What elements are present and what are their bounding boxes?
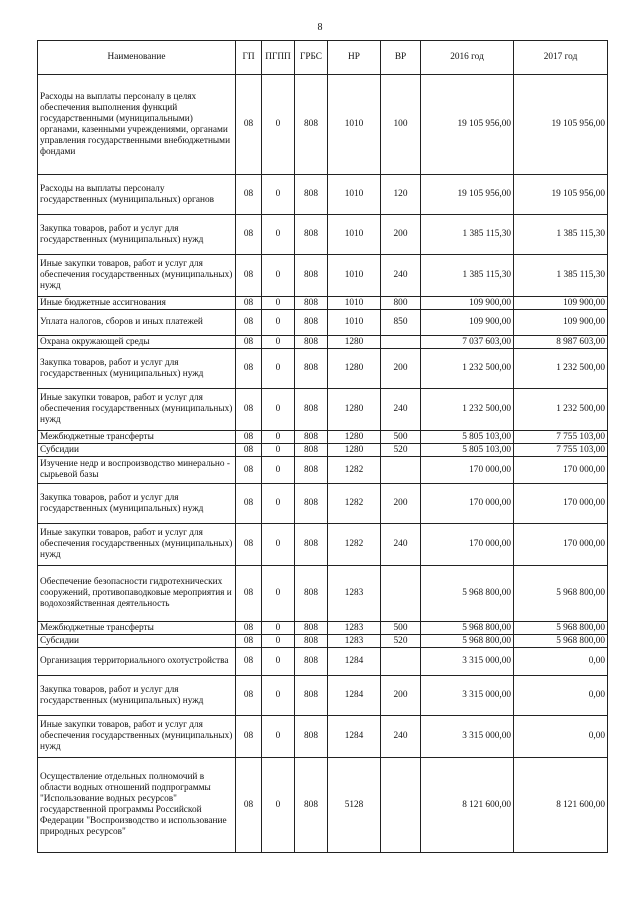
cell-grbs: 808 <box>295 648 328 676</box>
cell-np: 1010 <box>328 75 381 175</box>
cell-name: Обеспечение безопасности гидротехнических сооружений, противопаводковые мероприятия и водохозяйственная деятельность <box>38 566 236 622</box>
cell-grbs: 808 <box>295 566 328 622</box>
cell-gp: 08 <box>236 635 262 648</box>
cell-y2017: 170 000,00 <box>514 484 608 524</box>
cell-grbs: 808 <box>295 457 328 484</box>
cell-name: Закупка товаров, работ и услуг для государственных (муниципальных) нужд <box>38 215 236 255</box>
cell-pgp: 0 <box>262 524 295 566</box>
cell-y2016: 1 385 115,30 <box>421 255 514 297</box>
cell-np: 1010 <box>328 297 381 310</box>
cell-pgp: 0 <box>262 349 295 389</box>
cell-y2016: 1 232 500,00 <box>421 349 514 389</box>
cell-np: 1283 <box>328 622 381 635</box>
cell-y2017: 170 000,00 <box>514 457 608 484</box>
cell-name: Межбюджетные трансферты <box>38 431 236 444</box>
cell-y2016: 8 121 600,00 <box>421 758 514 853</box>
cell-y2017: 109 900,00 <box>514 310 608 336</box>
cell-y2016: 109 900,00 <box>421 297 514 310</box>
table-row <box>38 676 608 716</box>
cell-y2017: 1 232 500,00 <box>514 349 608 389</box>
cell-np: 1284 <box>328 676 381 716</box>
cell-y2017: 1 385 115,30 <box>514 215 608 255</box>
cell-gp: 08 <box>236 336 262 349</box>
table-row <box>38 336 608 349</box>
cell-gp: 08 <box>236 716 262 758</box>
cell-y2016: 109 900,00 <box>421 310 514 336</box>
cell-y2017: 170 000,00 <box>514 524 608 566</box>
budget-table <box>37 40 608 853</box>
cell-grbs: 808 <box>295 336 328 349</box>
cell-y2016: 170 000,00 <box>421 484 514 524</box>
cell-grbs: 808 <box>295 635 328 648</box>
cell-gp: 08 <box>236 255 262 297</box>
cell-gp: 08 <box>236 622 262 635</box>
cell-y2016: 5 805 103,00 <box>421 431 514 444</box>
cell-vr: 120 <box>381 175 421 215</box>
cell-pgp: 0 <box>262 716 295 758</box>
cell-y2017: 7 755 103,00 <box>514 444 608 457</box>
cell-name: Иные закупки товаров, работ и услуг для обеспечения государственных (муниципальных) нужд <box>38 524 236 566</box>
table-row <box>38 484 608 524</box>
cell-np: 1284 <box>328 716 381 758</box>
cell-name: Закупка товаров, работ и услуг для государственных (муниципальных) нужд <box>38 484 236 524</box>
cell-np: 1280 <box>328 349 381 389</box>
cell-y2017: 1 232 500,00 <box>514 389 608 431</box>
cell-grbs: 808 <box>295 716 328 758</box>
cell-vr: 240 <box>381 255 421 297</box>
table-row <box>38 444 608 457</box>
cell-y2017: 5 968 800,00 <box>514 635 608 648</box>
cell-pgp: 0 <box>262 457 295 484</box>
table-row <box>38 457 608 484</box>
cell-gp: 08 <box>236 175 262 215</box>
cell-gp: 08 <box>236 648 262 676</box>
cell-y2016: 3 315 000,00 <box>421 648 514 676</box>
table-row <box>38 622 608 635</box>
cell-np: 1282 <box>328 524 381 566</box>
header-pgp: ПГПП <box>262 41 295 75</box>
cell-name: Иные закупки товаров, работ и услуг для обеспечения государственных (муниципальных) нужд <box>38 255 236 297</box>
cell-name: Уплата налогов, сборов и иных платежей <box>38 310 236 336</box>
cell-name: Расходы на выплаты персоналу государственных (муниципальных) органов <box>38 175 236 215</box>
header-row <box>38 41 608 75</box>
cell-y2017: 0,00 <box>514 716 608 758</box>
cell-gp: 08 <box>236 444 262 457</box>
cell-pgp: 0 <box>262 255 295 297</box>
cell-y2017: 8 987 603,00 <box>514 336 608 349</box>
cell-gp: 08 <box>236 484 262 524</box>
cell-pgp: 0 <box>262 175 295 215</box>
table-row <box>38 255 608 297</box>
table-row <box>38 758 608 853</box>
cell-vr <box>381 336 421 349</box>
cell-pgp: 0 <box>262 215 295 255</box>
cell-grbs: 808 <box>295 297 328 310</box>
cell-y2016: 19 105 956,00 <box>421 75 514 175</box>
cell-name: Субсидии <box>38 444 236 457</box>
cell-name: Изучение недр и воспроизводство минерально - сырьевой базы <box>38 457 236 484</box>
cell-name: Осуществление отдельных полномочий в области водных отношений подпрограммы "Использование водных ресурсов" государственной программы Российской Федерации "Воспроизводство и использование природных ресурсов" <box>38 758 236 853</box>
cell-vr: 200 <box>381 484 421 524</box>
cell-pgp: 0 <box>262 389 295 431</box>
cell-np: 1280 <box>328 336 381 349</box>
cell-np: 1284 <box>328 648 381 676</box>
cell-vr <box>381 457 421 484</box>
cell-pgp: 0 <box>262 310 295 336</box>
cell-name: Закупка товаров, работ и услуг для государственных (муниципальных) нужд <box>38 676 236 716</box>
cell-y2017: 19 105 956,00 <box>514 175 608 215</box>
cell-y2017: 8 121 600,00 <box>514 758 608 853</box>
cell-vr: 500 <box>381 431 421 444</box>
cell-name: Организация территориального охотустройства <box>38 648 236 676</box>
cell-vr: 200 <box>381 349 421 389</box>
cell-vr: 240 <box>381 524 421 566</box>
header-2017: 2017 год <box>514 41 608 75</box>
cell-np: 1280 <box>328 431 381 444</box>
cell-y2017: 1 385 115,30 <box>514 255 608 297</box>
cell-y2016: 5 968 800,00 <box>421 566 514 622</box>
cell-grbs: 808 <box>295 175 328 215</box>
cell-grbs: 808 <box>295 431 328 444</box>
cell-gp: 08 <box>236 431 262 444</box>
cell-grbs: 808 <box>295 484 328 524</box>
cell-name: Межбюджетные трансферты <box>38 622 236 635</box>
table-row <box>38 716 608 758</box>
cell-name: Иные закупки товаров, работ и услуг для обеспечения государственных (муниципальных) нужд <box>38 716 236 758</box>
cell-gp: 08 <box>236 389 262 431</box>
cell-pgp: 0 <box>262 75 295 175</box>
cell-np: 1010 <box>328 310 381 336</box>
cell-grbs: 808 <box>295 389 328 431</box>
cell-name: Субсидии <box>38 635 236 648</box>
table-row <box>38 310 608 336</box>
table-row <box>38 635 608 648</box>
table-row <box>38 215 608 255</box>
cell-y2017: 19 105 956,00 <box>514 75 608 175</box>
table-row <box>38 524 608 566</box>
cell-vr: 520 <box>381 635 421 648</box>
cell-grbs: 808 <box>295 524 328 566</box>
cell-name: Иные закупки товаров, работ и услуг для обеспечения государственных (муниципальных) нужд <box>38 389 236 431</box>
cell-vr <box>381 566 421 622</box>
cell-gp: 08 <box>236 457 262 484</box>
cell-pgp: 0 <box>262 297 295 310</box>
cell-gp: 08 <box>236 566 262 622</box>
header-2016: 2016 год <box>421 41 514 75</box>
cell-pgp: 0 <box>262 648 295 676</box>
cell-np: 1282 <box>328 457 381 484</box>
table-row <box>38 648 608 676</box>
cell-gp: 08 <box>236 297 262 310</box>
cell-y2017: 7 755 103,00 <box>514 431 608 444</box>
cell-y2016: 19 105 956,00 <box>421 175 514 215</box>
cell-vr: 850 <box>381 310 421 336</box>
cell-y2016: 170 000,00 <box>421 524 514 566</box>
page-number: 8 <box>317 22 323 33</box>
cell-np: 1010 <box>328 255 381 297</box>
cell-grbs: 808 <box>295 75 328 175</box>
table-body <box>38 75 608 853</box>
cell-y2016: 5 968 800,00 <box>421 635 514 648</box>
cell-gp: 08 <box>236 75 262 175</box>
cell-y2016: 3 315 000,00 <box>421 676 514 716</box>
cell-vr: 240 <box>381 389 421 431</box>
cell-vr: 100 <box>381 75 421 175</box>
cell-vr <box>381 758 421 853</box>
cell-pgp: 0 <box>262 758 295 853</box>
cell-np: 1283 <box>328 635 381 648</box>
cell-y2017: 5 968 800,00 <box>514 566 608 622</box>
cell-y2016: 5 968 800,00 <box>421 622 514 635</box>
table-row <box>38 175 608 215</box>
cell-y2017: 5 968 800,00 <box>514 622 608 635</box>
cell-y2016: 170 000,00 <box>421 457 514 484</box>
header-grbs: ГРБС <box>295 41 328 75</box>
cell-grbs: 808 <box>295 444 328 457</box>
table-row <box>38 75 608 175</box>
cell-gp: 08 <box>236 310 262 336</box>
cell-vr: 520 <box>381 444 421 457</box>
cell-np: 1010 <box>328 175 381 215</box>
cell-np: 1280 <box>328 389 381 431</box>
cell-grbs: 808 <box>295 310 328 336</box>
cell-grbs: 808 <box>295 622 328 635</box>
cell-y2016: 1 232 500,00 <box>421 389 514 431</box>
cell-pgp: 0 <box>262 635 295 648</box>
header-gp: ГП <box>236 41 262 75</box>
cell-gp: 08 <box>236 676 262 716</box>
cell-pgp: 0 <box>262 431 295 444</box>
cell-y2016: 7 037 603,00 <box>421 336 514 349</box>
cell-vr: 240 <box>381 716 421 758</box>
cell-y2016: 1 385 115,30 <box>421 215 514 255</box>
cell-name: Охрана окружающей среды <box>38 336 236 349</box>
cell-pgp: 0 <box>262 444 295 457</box>
cell-grbs: 808 <box>295 255 328 297</box>
header-vr: ВР <box>381 41 421 75</box>
cell-grbs: 808 <box>295 676 328 716</box>
cell-name: Иные бюджетные ассигнования <box>38 297 236 310</box>
cell-vr: 800 <box>381 297 421 310</box>
header-name: Наименование <box>38 41 236 75</box>
cell-grbs: 808 <box>295 215 328 255</box>
cell-np: 1280 <box>328 444 381 457</box>
cell-gp: 08 <box>236 349 262 389</box>
table-row <box>38 349 608 389</box>
cell-name: Закупка товаров, работ и услуг для государственных (муниципальных) нужд <box>38 349 236 389</box>
cell-y2017: 109 900,00 <box>514 297 608 310</box>
table-row <box>38 431 608 444</box>
header-np: НР <box>328 41 381 75</box>
cell-vr <box>381 648 421 676</box>
cell-grbs: 808 <box>295 758 328 853</box>
cell-y2017: 0,00 <box>514 648 608 676</box>
cell-np: 1010 <box>328 215 381 255</box>
cell-np: 1283 <box>328 566 381 622</box>
table-row <box>38 297 608 310</box>
cell-gp: 08 <box>236 758 262 853</box>
cell-gp: 08 <box>236 215 262 255</box>
cell-y2016: 3 315 000,00 <box>421 716 514 758</box>
cell-grbs: 808 <box>295 349 328 389</box>
cell-np: 1282 <box>328 484 381 524</box>
cell-pgp: 0 <box>262 484 295 524</box>
cell-pgp: 0 <box>262 336 295 349</box>
table-row <box>38 389 608 431</box>
cell-gp: 08 <box>236 524 262 566</box>
cell-y2017: 0,00 <box>514 676 608 716</box>
cell-y2016: 5 805 103,00 <box>421 444 514 457</box>
cell-pgp: 0 <box>262 622 295 635</box>
cell-vr: 200 <box>381 215 421 255</box>
cell-pgp: 0 <box>262 566 295 622</box>
cell-vr: 200 <box>381 676 421 716</box>
cell-vr: 500 <box>381 622 421 635</box>
cell-name: Расходы на выплаты персоналу в целях обеспечения выполнения функций государственными (муниципальными) органами, казенными учреждениями, органами управления государственными внебюджетными фондами <box>38 75 236 175</box>
cell-pgp: 0 <box>262 676 295 716</box>
table-row <box>38 566 608 622</box>
cell-np: 5128 <box>328 758 381 853</box>
